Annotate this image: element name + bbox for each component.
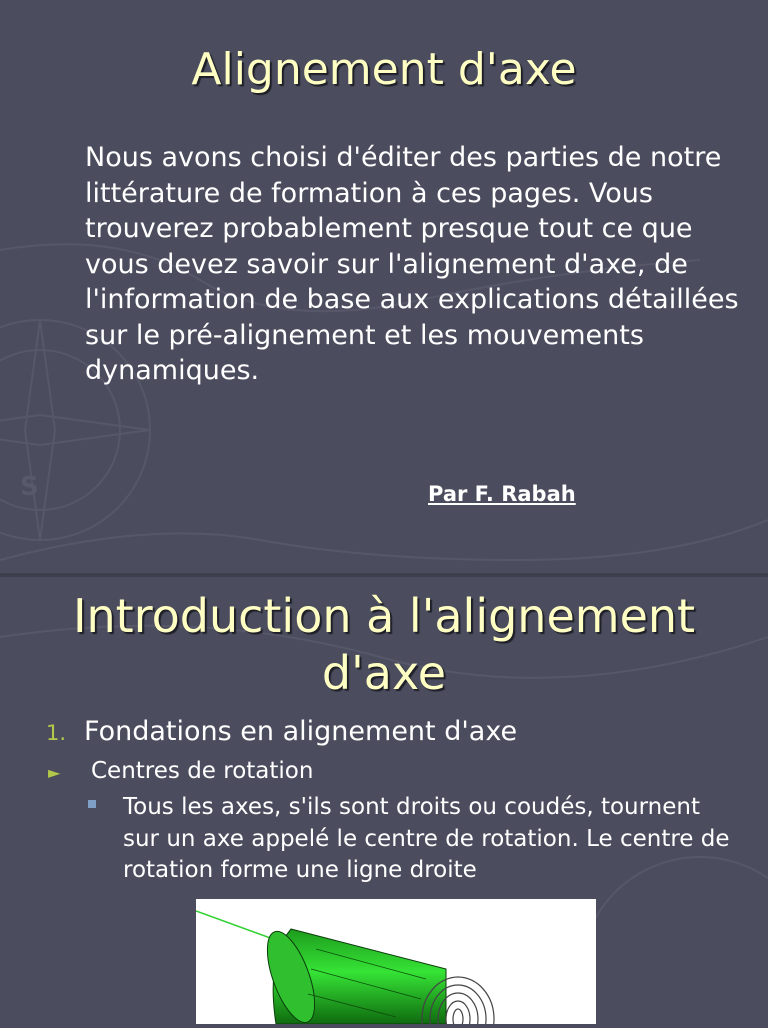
slide-2-title-line-2: d'axe	[321, 646, 447, 700]
list-number: 1.	[46, 721, 67, 745]
list-item-level-3: Tous les axes, s'ils sont droits ou coudés, tournent sur un axe appelé le centre de rotation. Le centre de rotation forme une ligne droite	[123, 794, 730, 883]
slide-2-title-line-1: Introduction à l'alignement	[72, 589, 696, 643]
slide-1-title: Alignement d'axe	[191, 44, 577, 95]
intro-paragraph: Nous avons choisi d'éditer des parties de notre littérature de formation à ces pages. Vous trouverez probablement presque tout ce que vous devez savoir sur l'alignement d'axe, de l'information de base aux explications détaillées sur le pré-alignement et les mouvements dynamiques.	[85, 142, 739, 386]
slide-2-title	[0, 588, 768, 702]
shaft-rotation-illustration	[196, 899, 596, 1024]
arrow-bullet-icon: ►	[48, 763, 61, 782]
list-item-level-2	[48, 758, 313, 784]
list-item-text-2: Centres de rotation	[91, 758, 314, 784]
square-bullet-icon	[88, 800, 96, 808]
svg-text:S: S	[20, 472, 39, 502]
list-item-level-1	[46, 716, 517, 747]
author-link[interactable]: Par F. Rabah	[428, 482, 576, 506]
list-item-text: Fondations en alignement d'axe	[84, 716, 518, 747]
